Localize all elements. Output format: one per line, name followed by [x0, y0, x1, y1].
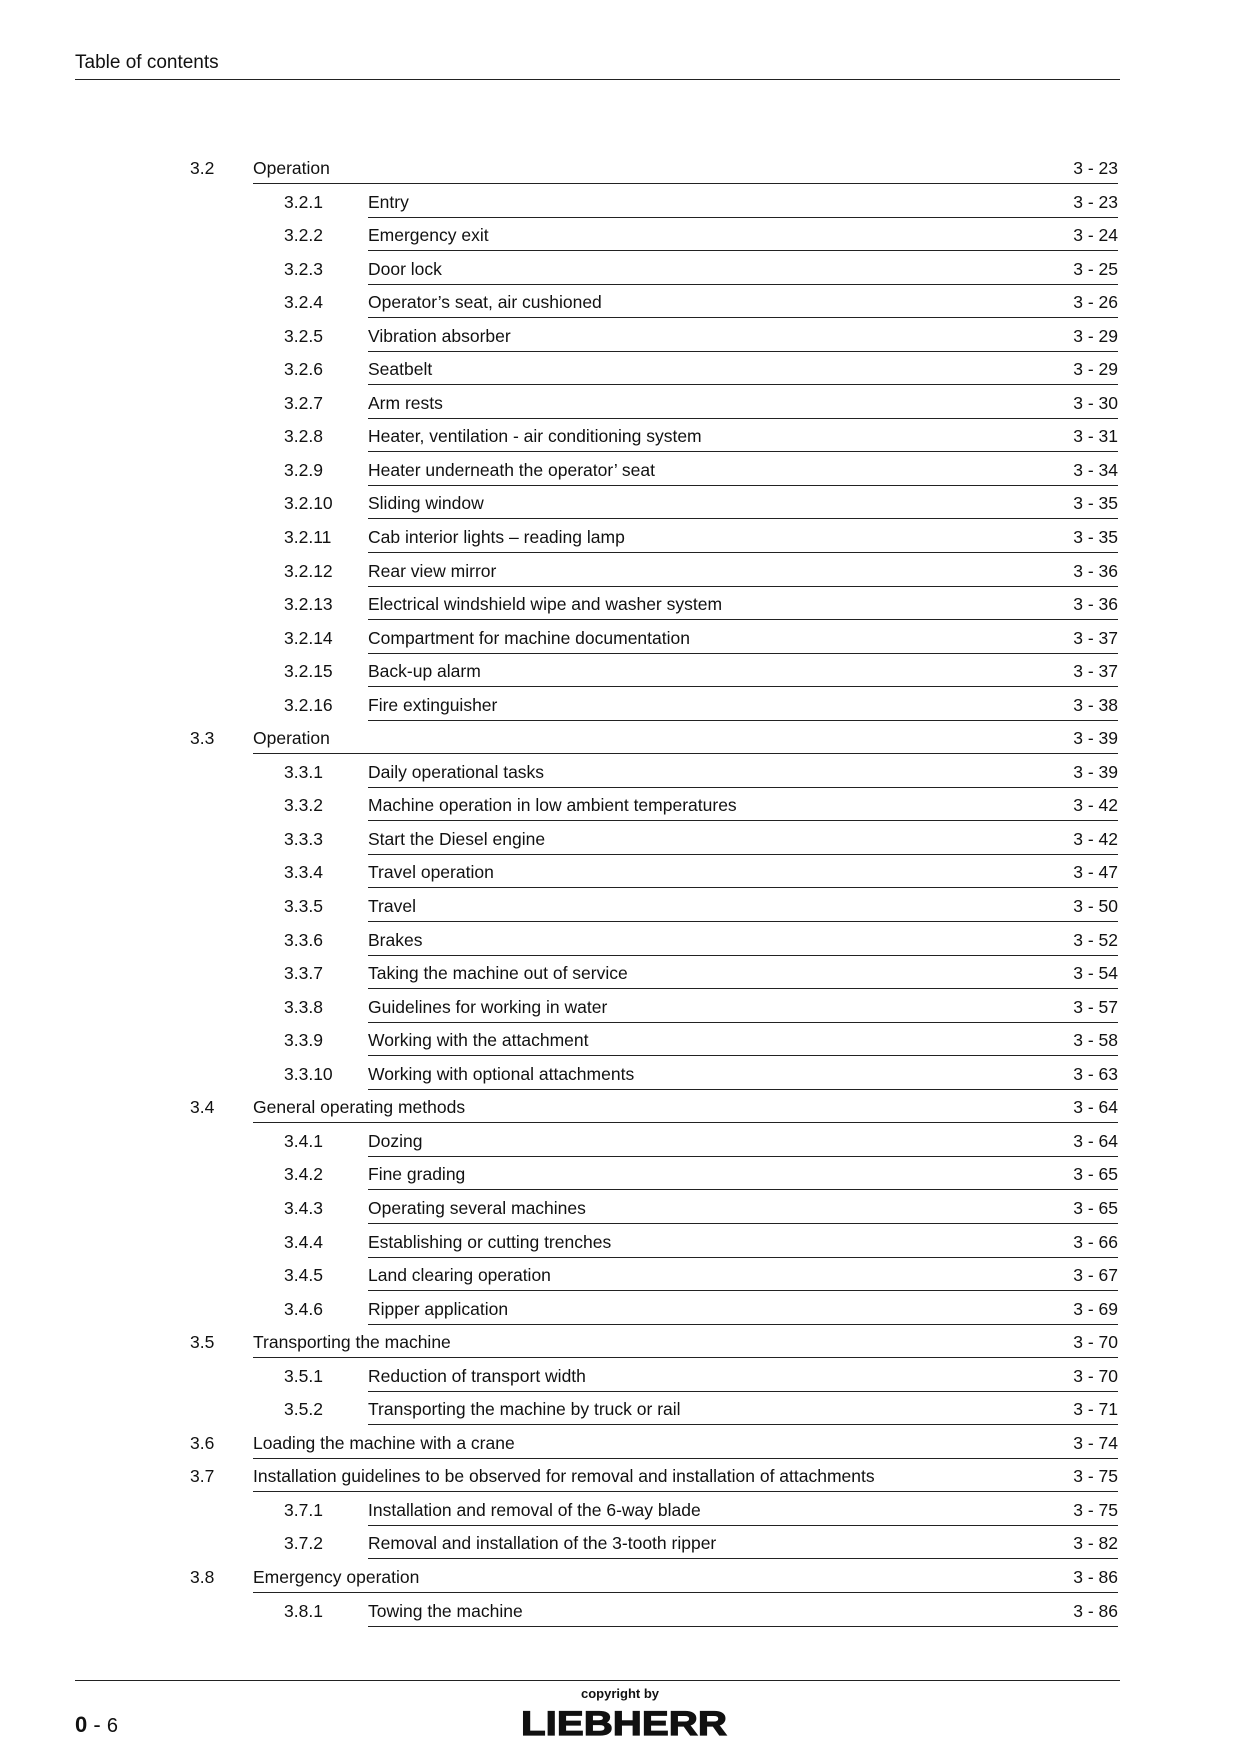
- toc-entry-page: 3 - 29: [1073, 325, 1118, 346]
- toc-subsection-row: [0, 354, 1241, 388]
- toc-entry-page: 3 - 34: [1073, 459, 1118, 480]
- toc-subsection-row: [0, 656, 1241, 690]
- toc-subsection-row: [0, 1126, 1241, 1160]
- toc-entry-number: 3.2.6: [284, 359, 323, 380]
- toc-subsection-row: [0, 254, 1241, 288]
- toc-entry-rule: [368, 1156, 1118, 1157]
- toc-entry-rule: [368, 1189, 1118, 1190]
- toc-entry-number: 3.8.1: [284, 1600, 323, 1621]
- toc-section-row: [0, 1461, 1241, 1495]
- toc-subsection-row: [0, 1193, 1241, 1227]
- toc-entry-page: 3 - 64: [1073, 1097, 1118, 1118]
- toc-entry-page: 3 - 42: [1073, 828, 1118, 849]
- toc-entry-rule: [368, 1424, 1118, 1425]
- toc-entry-rule: [368, 1089, 1118, 1090]
- toc-entry-number: 3.7: [190, 1466, 215, 1487]
- toc-entry-number: 3.3.3: [284, 828, 323, 849]
- toc-entry-title: Rear view mirror: [368, 560, 497, 581]
- toc-subsection-row: [0, 455, 1241, 489]
- toc-subsection-row: [0, 321, 1241, 355]
- toc-entry-page: 3 - 39: [1073, 761, 1118, 782]
- toc-entry-rule: [253, 183, 1118, 184]
- toc-entry-page: 3 - 70: [1073, 1365, 1118, 1386]
- toc-subsection-row: [0, 1227, 1241, 1261]
- toc-entry-rule: [368, 1391, 1118, 1392]
- footer-rule: [75, 1680, 1120, 1681]
- toc-entry-rule: [253, 1592, 1118, 1593]
- toc-entry-number: 3.5: [190, 1332, 215, 1353]
- toc-subsection-row: [0, 589, 1241, 623]
- toc-subsection-row: [0, 958, 1241, 992]
- copyright-notice: copyright by: [580, 1686, 659, 1701]
- toc-entry-number: 3.3.1: [284, 761, 323, 782]
- toc-entry-rule: [368, 1022, 1118, 1023]
- toc-entry-rule: [368, 384, 1118, 385]
- toc-entry-title: Ripper application: [368, 1298, 509, 1319]
- toc-entry-title: Compartment for machine documentation: [368, 627, 690, 648]
- toc-entry-title: Seatbelt: [368, 359, 433, 380]
- toc-entry-title: Machine operation in low ambient temperatures: [368, 795, 737, 816]
- toc-entry-page: 3 - 74: [1073, 1432, 1118, 1453]
- toc-entry-number: 3.2.12: [284, 560, 333, 581]
- toc-subsection-row: [0, 1528, 1241, 1562]
- page-header: [75, 52, 1120, 80]
- toc-entry-title: Electrical windshield wipe and washer system: [368, 594, 723, 615]
- toc-entry-rule: [368, 720, 1118, 721]
- toc-entry-rule: [368, 317, 1118, 318]
- toc-entry-title: Fire extinguisher: [368, 694, 498, 715]
- toc-entry-rule: [368, 518, 1118, 519]
- toc-entry-title: Daily operational tasks: [368, 761, 545, 782]
- toc-entry-number: 3.2.11: [284, 527, 332, 548]
- toc-entry-number: 3.2.9: [284, 459, 323, 480]
- toc-entry-page: 3 - 86: [1073, 1566, 1118, 1587]
- toc-entry-page: 3 - 37: [1073, 627, 1118, 648]
- toc-entry-number: 3.3.5: [284, 896, 323, 917]
- toc-subsection-row: [0, 1361, 1241, 1395]
- toc-entry-rule: [253, 1122, 1118, 1123]
- toc-entry-rule: [368, 1223, 1118, 1224]
- toc-entry-rule: [368, 351, 1118, 352]
- toc-entry-number: 3.5.1: [284, 1365, 323, 1386]
- toc-entry-rule: [368, 418, 1118, 419]
- toc-entry-title: Installation and removal of the 6-way blade: [368, 1499, 701, 1520]
- toc-section-row: [0, 153, 1241, 187]
- toc-entry-number: 3.2.14: [284, 627, 333, 648]
- toc-entry-number: 3.2.4: [284, 292, 323, 313]
- toc-entry-number: 3.3.4: [284, 862, 323, 883]
- toc-entry-title: Working with optional attachments: [368, 1063, 635, 1084]
- toc-subsection-row: [0, 1059, 1241, 1093]
- toc-entry-rule: [368, 451, 1118, 452]
- toc-entry-page: 3 - 35: [1073, 527, 1118, 548]
- toc-subsection-row: [0, 1159, 1241, 1193]
- toc-entry-rule: [368, 1626, 1118, 1627]
- toc-entry-page: 3 - 75: [1073, 1499, 1118, 1520]
- toc-entry-number: 3.7.2: [284, 1533, 323, 1554]
- toc-entry-rule: [368, 485, 1118, 486]
- toc-entry-number: 3.4.4: [284, 1231, 323, 1252]
- toc-entry-number: 3.2: [190, 158, 215, 178]
- toc-subsection-row: [0, 1394, 1241, 1428]
- toc-entry-page: 3 - 58: [1073, 1030, 1118, 1051]
- toc-entry-page: 3 - 38: [1073, 694, 1118, 715]
- toc-entry-number: 3.3.10: [284, 1063, 333, 1084]
- toc-entry-page: 3 - 70: [1073, 1332, 1118, 1353]
- page-header-title: Table of contents: [75, 52, 219, 73]
- toc-entry-number: 3.3: [190, 728, 215, 749]
- toc-entry-page: 3 - 29: [1073, 359, 1118, 380]
- toc-entry-rule: [253, 753, 1118, 754]
- toc-entry-title: Entry: [368, 191, 409, 212]
- toc-subsection-row: [0, 623, 1241, 657]
- page-number-separator: -: [87, 1712, 107, 1737]
- toc-entry-title: Travel operation: [368, 862, 494, 883]
- toc-entry-number: 3.2.5: [284, 325, 323, 346]
- toc-entry-title: General operating methods: [253, 1097, 466, 1118]
- toc-entry-number: 3.4.3: [284, 1197, 323, 1218]
- toc-entry-page: 3 - 54: [1073, 963, 1118, 984]
- toc-entry-page: 3 - 35: [1073, 493, 1118, 514]
- toc-subsection-row: [0, 1495, 1241, 1529]
- toc-section-row: [0, 723, 1241, 757]
- toc-entry-title: Transporting the machine: [253, 1332, 451, 1353]
- toc-entry-number: 3.2.2: [284, 225, 323, 246]
- toc-entry-title: Back-up alarm: [368, 661, 481, 682]
- toc-entry-rule: [368, 820, 1118, 821]
- toc-subsection-row: [0, 220, 1241, 254]
- toc-entry-rule: [368, 1055, 1118, 1056]
- toc-entry-title: Operation: [253, 728, 330, 749]
- toc-entry-title: Land clearing operation: [368, 1265, 551, 1286]
- toc-entry-title: Start the Diesel engine: [368, 828, 546, 849]
- toc-entry-page: 3 - 37: [1073, 661, 1118, 682]
- toc-subsection-row: [0, 556, 1241, 590]
- toc-entry-title: Working with the attachment: [368, 1030, 589, 1051]
- toc-entry-number: 3.2.16: [284, 694, 333, 715]
- toc-entry-page: 3 - 23: [1073, 191, 1118, 212]
- toc-entry-page: 3 - 26: [1073, 292, 1118, 313]
- toc-entry-number: 3.3.7: [284, 963, 323, 984]
- toc-entry-page: 3 - 65: [1073, 1197, 1118, 1218]
- toc-entry-number: 3.2.3: [284, 258, 323, 279]
- toc-entry-title: Installation guidelines to be observed for removal and installation of attachments: [253, 1466, 875, 1487]
- liebherr-logo-text: LIEBHERR: [521, 1706, 727, 1740]
- toc-entry-page: 3 - 66: [1073, 1231, 1118, 1252]
- toc-entry-rule: [253, 1458, 1118, 1459]
- toc-entry-title: Arm rests: [368, 392, 443, 413]
- toc-subsection-row: [0, 891, 1241, 925]
- toc-entry-rule: [368, 552, 1118, 553]
- toc-entry-page: 3 - 57: [1073, 996, 1118, 1017]
- toc-entry-rule: [368, 955, 1118, 956]
- toc-entry-page: 3 - 63: [1073, 1063, 1118, 1084]
- toc-entry-page: 3 - 65: [1073, 1164, 1118, 1185]
- toc-entry-title: Removal and installation of the 3-tooth ripper: [368, 1533, 717, 1554]
- toc-entry-number: 3.2.15: [284, 661, 333, 682]
- toc-subsection-row: [0, 488, 1241, 522]
- toc-subsection-row: [0, 1260, 1241, 1294]
- toc-entry-title: Emergency operation: [253, 1566, 420, 1587]
- toc-subsection-row: [0, 824, 1241, 858]
- toc-entry-rule: [368, 217, 1118, 218]
- toc-entry-number: 3.5.2: [284, 1399, 323, 1420]
- toc-entry-number: 3.4.1: [284, 1130, 323, 1151]
- toc-entry-number: 3.2.13: [284, 594, 333, 615]
- toc-entry-page: 3 - 52: [1073, 929, 1118, 950]
- toc-entry-title: Heater underneath the operator’ seat: [368, 459, 655, 480]
- toc-entry-page: 3 - 23: [1073, 158, 1118, 178]
- toc-subsection-row: [0, 187, 1241, 221]
- toc-entry-rule: [368, 1324, 1118, 1325]
- toc-entry-page: 3 - 36: [1073, 594, 1118, 615]
- toc-entry-page: 3 - 86: [1073, 1600, 1118, 1621]
- toc-entry-title: Operating several machines: [368, 1197, 586, 1218]
- toc-entry-title: Transporting the machine by truck or rail: [368, 1399, 681, 1420]
- toc-entry-page: 3 - 75: [1073, 1466, 1118, 1487]
- toc-subsection-row: [0, 421, 1241, 455]
- toc-entry-rule: [368, 619, 1118, 620]
- toc-entry-page: 3 - 42: [1073, 795, 1118, 816]
- toc-entry-rule: [368, 1257, 1118, 1258]
- toc-entry-page: 3 - 82: [1073, 1533, 1118, 1554]
- toc-entry-number: 3.6: [190, 1432, 215, 1453]
- toc-section-row: [0, 1092, 1241, 1126]
- toc-entry-number: 3.3.6: [284, 929, 323, 950]
- toc-entry-title: Door lock: [368, 258, 442, 279]
- toc-entry-page: 3 - 39: [1073, 728, 1118, 749]
- toc-entry-rule: [368, 686, 1118, 687]
- toc-entry-title: Sliding window: [368, 493, 484, 514]
- toc-entry-title: Loading the machine with a crane: [253, 1432, 515, 1453]
- toc-entry-page: 3 - 31: [1073, 426, 1118, 447]
- toc-entry-title: Towing the machine: [368, 1600, 523, 1621]
- toc-entry-page: 3 - 25: [1073, 258, 1118, 279]
- toc-entry-rule: [368, 1525, 1118, 1526]
- liebherr-logo: [518, 1706, 730, 1740]
- toc-entry-page: 3 - 36: [1073, 560, 1118, 581]
- toc-entry-title: Dozing: [368, 1130, 423, 1151]
- toc-entry-title: Taking the machine out of service: [368, 963, 628, 984]
- page-number-chapter: 0: [75, 1712, 88, 1737]
- toc-subsection-row: [0, 857, 1241, 891]
- toc-entry-title: Operation: [253, 158, 330, 178]
- toc-entry-page: 3 - 50: [1073, 896, 1118, 917]
- toc-entry-page: 3 - 71: [1073, 1399, 1118, 1420]
- toc-subsection-row: [0, 1025, 1241, 1059]
- toc-entry-rule: [253, 1491, 1118, 1492]
- toc-entry-page: 3 - 69: [1073, 1298, 1118, 1319]
- toc-entry-rule: [368, 787, 1118, 788]
- toc-entry-title: Cab interior lights – reading lamp: [368, 527, 625, 548]
- toc-section-row: [0, 1327, 1241, 1361]
- toc-entry-rule: [368, 1290, 1118, 1291]
- toc-entry-title: Heater, ventilation - air conditioning system: [368, 426, 702, 447]
- toc-entry-rule: [253, 1357, 1118, 1358]
- toc-entry-rule: [368, 586, 1118, 587]
- toc-entry-rule: [368, 921, 1118, 922]
- toc-subsection-row: [0, 287, 1241, 321]
- toc-entry-rule: [368, 854, 1118, 855]
- toc-subsection-row: [0, 690, 1241, 724]
- toc-subsection-row: [0, 388, 1241, 422]
- toc-entry-title: Vibration absorber: [368, 325, 511, 346]
- toc-entry-rule: [368, 1558, 1118, 1559]
- toc-entry-rule: [368, 250, 1118, 251]
- toc-subsection-row: [0, 1596, 1241, 1630]
- toc-entry-rule: [368, 988, 1118, 989]
- toc-entry-title: Travel: [368, 896, 416, 917]
- toc-entry-title: Fine grading: [368, 1164, 466, 1185]
- toc-subsection-row: [0, 1294, 1241, 1328]
- toc-entry-page: 3 - 30: [1073, 392, 1118, 413]
- toc-entry-title: Operator’s seat, air cushioned: [368, 292, 602, 313]
- toc-entry-title: Reduction of transport width: [368, 1365, 586, 1386]
- toc-subsection-row: [0, 992, 1241, 1026]
- toc-entry-number: 3.3.8: [284, 996, 323, 1017]
- toc-entry-number: 3.4.5: [284, 1265, 323, 1286]
- toc-entry-number: 3.2.7: [284, 392, 323, 413]
- page-number: [75, 1712, 118, 1739]
- toc-entry-number: 3.4.2: [284, 1164, 323, 1185]
- toc-entry-page: 3 - 67: [1073, 1265, 1118, 1286]
- toc-entry-page: 3 - 64: [1073, 1130, 1118, 1151]
- toc-entry-number: 3.7.1: [284, 1499, 323, 1520]
- toc-section-row: [0, 1428, 1241, 1462]
- toc-subsection-row: [0, 790, 1241, 824]
- toc-subsection-row: [0, 522, 1241, 556]
- toc-entry-number: 3.4: [190, 1097, 215, 1118]
- toc-entry-number: 3.2.8: [284, 426, 323, 447]
- toc-entry-page: 3 - 24: [1073, 225, 1118, 246]
- toc-entry-number: 3.3.2: [284, 795, 323, 816]
- toc-entry-rule: [368, 284, 1118, 285]
- toc-entry-number: 3.3.9: [284, 1030, 323, 1051]
- toc-entry-number: 3.4.6: [284, 1298, 323, 1319]
- toc-entry-number: 3.2.10: [284, 493, 333, 514]
- toc-section-row: [0, 1562, 1241, 1596]
- toc-entry-number: 3.8: [190, 1566, 215, 1587]
- toc-entry-title: Brakes: [368, 929, 423, 950]
- toc-entry-title: Establishing or cutting trenches: [368, 1231, 612, 1252]
- table-of-contents: [0, 153, 1241, 1629]
- toc-entry-title: Emergency exit: [368, 225, 489, 246]
- toc-entry-page: 3 - 47: [1073, 862, 1118, 883]
- toc-subsection-row: [0, 925, 1241, 959]
- toc-entry-rule: [368, 887, 1118, 888]
- toc-entry-number: 3.2.1: [284, 191, 323, 212]
- toc-entry-rule: [368, 653, 1118, 654]
- page-number-page: 6: [106, 1715, 118, 1737]
- toc-subsection-row: [0, 757, 1241, 791]
- toc-entry-title: Guidelines for working in water: [368, 996, 608, 1017]
